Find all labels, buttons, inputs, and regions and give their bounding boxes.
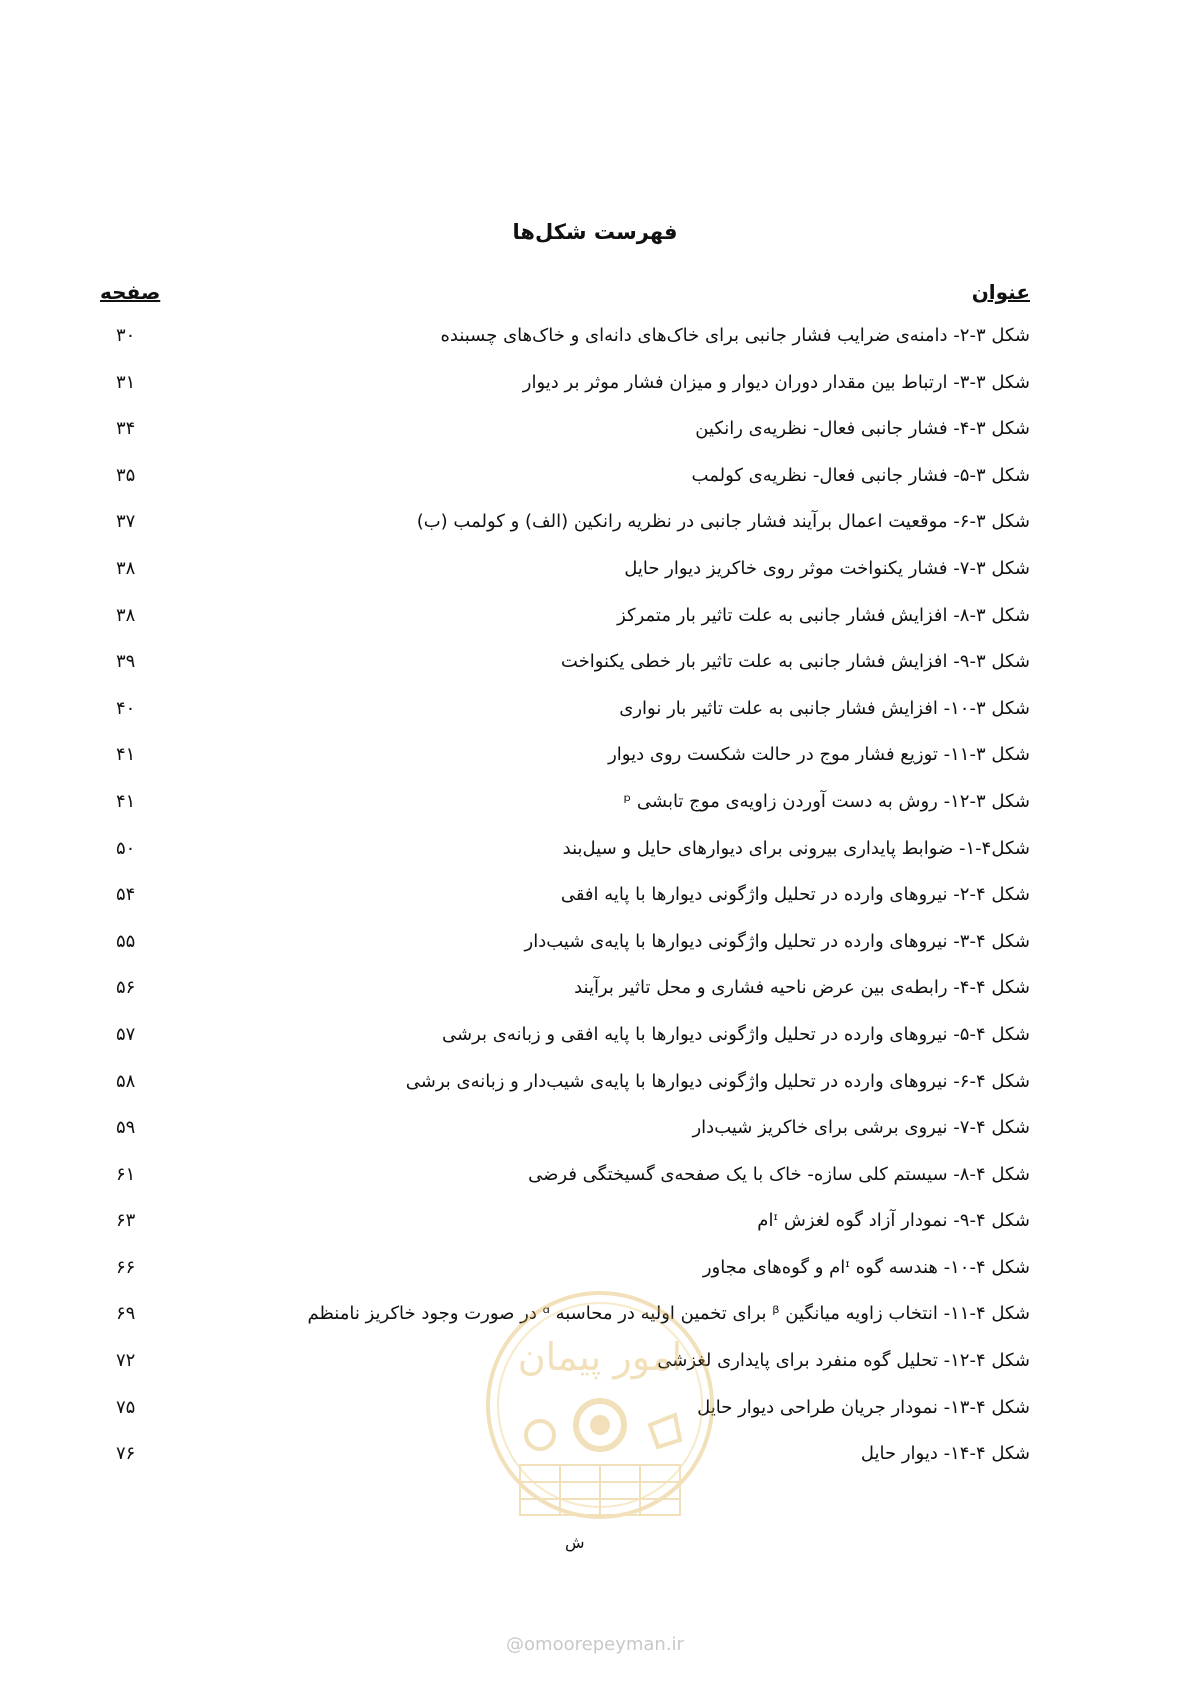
list-item[interactable] <box>100 1117 1030 1164</box>
entry-page: ۳۷ <box>116 511 136 533</box>
list-item[interactable] <box>100 884 1030 931</box>
entry-page: ۶۶ <box>116 1256 136 1278</box>
entry-page: ۶۹ <box>116 1303 136 1325</box>
entry-page: ۵۵ <box>116 930 136 952</box>
entry-title: شکل ۴-۱۲- تحلیل گوه منفرد برای پایداری لغزشی <box>657 1350 1030 1372</box>
list-item[interactable] <box>100 1071 1030 1118</box>
entry-title: شکل ۴-۴- رابطه‌ی بین عرض ناحیه فشاری و محل تاثیر برآیند <box>574 977 1030 999</box>
entry-title: شکل ۴-۱۳- نمودار جریان طراحی دیوار حایل <box>697 1396 1030 1418</box>
footer-page-number: ش <box>565 1533 585 1552</box>
page-title: فهرست شکل‌ها <box>512 220 678 244</box>
entry-page: ۳۸ <box>116 604 136 626</box>
entry-page: ۷۵ <box>116 1396 136 1418</box>
list-item[interactable] <box>100 791 1030 838</box>
title-column-header: عنوان <box>971 280 1030 304</box>
list-item[interactable] <box>100 931 1030 978</box>
watermark-url: @omoorepeyman.ir <box>506 1634 684 1655</box>
list-item[interactable] <box>100 1164 1030 1211</box>
list-item[interactable] <box>100 1210 1030 1257</box>
list-item[interactable] <box>100 511 1030 558</box>
entry-title: شکل ۴-۷- نیروی برشی برای خاکریز شیب‌دار <box>692 1117 1030 1139</box>
entry-title: شکل ۳-۱۰- افزایش فشار جانبی به علت تاثیر بار نواری <box>619 697 1030 719</box>
entry-title: شکل ۴-۱۴- دیوار حایل <box>860 1443 1030 1465</box>
list-item[interactable] <box>100 977 1030 1024</box>
entry-page: ۳۸ <box>116 557 136 579</box>
entry-title: شکل ۳-۲- دامنه‌ی ضرایب فشار جانبی برای خاک‌های دانه‌ای و خاک‌های چسبنده <box>440 325 1030 346</box>
entry-title: شکل ۴-۵- نیروهای وارده در تحلیل واژگونی دیوارها با پایه افقی و زبانه‌ی برشی <box>442 1023 1030 1045</box>
list-item[interactable] <box>100 418 1030 465</box>
entry-title: شکل ۴-۳- نیروهای وارده در تحلیل واژگونی دیوارها با پایه‌ی شیب‌دار <box>524 930 1030 952</box>
entry-page: ۵۸ <box>116 1070 136 1092</box>
list-item[interactable] <box>100 744 1030 791</box>
entry-title: شکل ۴-۲- نیروهای وارده در تحلیل واژگونی دیوارها با پایه افقی <box>560 884 1030 906</box>
entry-title: شکل ۳-۸- افزایش فشار جانبی به علت تاثیر بار متمرکز <box>617 604 1030 626</box>
entry-title: شکل ۳-۶- موقعیت اعمال برآیند فشار جانبی در نظریه رانکین (الف) و کولمب (ب) <box>416 511 1030 533</box>
page-column-header: صفحه <box>100 280 161 304</box>
entry-title: شکل ۴-۶- نیروهای وارده در تحلیل واژگونی دیوارها با پایه‌ی شیب‌دار و زبانه‌ی برشی <box>405 1070 1030 1092</box>
entry-title: شکل ۳-۳- ارتباط بین مقدار دوران دیوار و میزان فشار موثر بر دیوار <box>522 371 1030 393</box>
entry-page: ۷۲ <box>116 1350 136 1372</box>
entry-title: شکل ۳-۱۱- توزیع فشار موج در حالت شکست روی دیوار <box>608 744 1030 766</box>
entry-title: شکل۴-۱- ضوابط پایداری بیرونی برای دیوارهای حایل و سیل‌بند <box>562 837 1030 859</box>
entry-page: ۶۳ <box>116 1210 136 1232</box>
entry-title: شکل ۴-۱۱- انتخاب زاویه میانگین ᵝ برای تخمین اولیه در محاسبه ᵅ در صورت وجود خاکریز نامنظم <box>307 1303 1030 1325</box>
entry-page: ۳۵ <box>116 464 136 486</box>
entry-title: شکل ۳-۹- افزایش فشار جانبی به علت تاثیر بار خطی یکنواخت <box>560 651 1030 673</box>
list-item[interactable] <box>100 465 1030 512</box>
entry-page: ۴۱ <box>116 744 136 766</box>
list-item[interactable] <box>100 605 1030 652</box>
entry-page: ۶۱ <box>116 1163 136 1185</box>
watermark-logo <box>480 1275 720 1585</box>
list-item[interactable] <box>100 558 1030 605</box>
entry-page: ۵۶ <box>116 977 136 999</box>
list-item[interactable] <box>100 325 1030 372</box>
entry-page: ۵۷ <box>116 1023 136 1045</box>
watermark-logo-text: امور پیمان <box>517 1335 683 1379</box>
entry-title: شکل ۴-۱۰- هندسه گوه ᶦام و گوه‌های مجاور <box>702 1256 1030 1278</box>
list-item[interactable] <box>100 838 1030 885</box>
entry-title: شکل ۳-۵- فشار جانبی فعال- نظریه‌ی کولمب <box>691 464 1030 486</box>
entry-page: ۵۰ <box>116 837 136 859</box>
entry-title: شکل ۴-۸- سیستم کلی سازه- خاک با یک صفحه‌ی گسیختگی فرضی <box>528 1163 1030 1185</box>
toc-header <box>100 280 1030 314</box>
entry-title: شکل ۳-۷- فشار یکنواخت موثر روی خاکریز دیوار حایل <box>624 557 1030 579</box>
list-item[interactable] <box>100 698 1030 745</box>
list-item[interactable] <box>100 372 1030 419</box>
entry-page: ۵۹ <box>116 1117 136 1139</box>
entry-title: شکل ۳-۴- فشار جانبی فعال- نظریه‌ی رانکین <box>695 418 1030 440</box>
entry-page: ۴۱ <box>116 790 136 812</box>
entry-page: ۵۴ <box>116 884 136 906</box>
entry-page: ۳۰ <box>116 325 136 346</box>
list-item[interactable] <box>100 1024 1030 1071</box>
entry-page: ۴۰ <box>116 697 136 719</box>
entry-title: شکل ۴-۹- نمودار آزاد گوه لغزش ᶦام <box>757 1210 1030 1232</box>
entry-page: ۳۱ <box>116 371 136 393</box>
entry-page: ۳۴ <box>116 418 136 440</box>
entry-page: ۳۹ <box>116 651 136 673</box>
entry-title: شکل ۳-۱۲- روش به دست آوردن زاویه‌ی موج تابشی ᵖ <box>623 790 1030 812</box>
list-item[interactable] <box>100 651 1030 698</box>
entry-page: ۷۶ <box>116 1443 136 1465</box>
